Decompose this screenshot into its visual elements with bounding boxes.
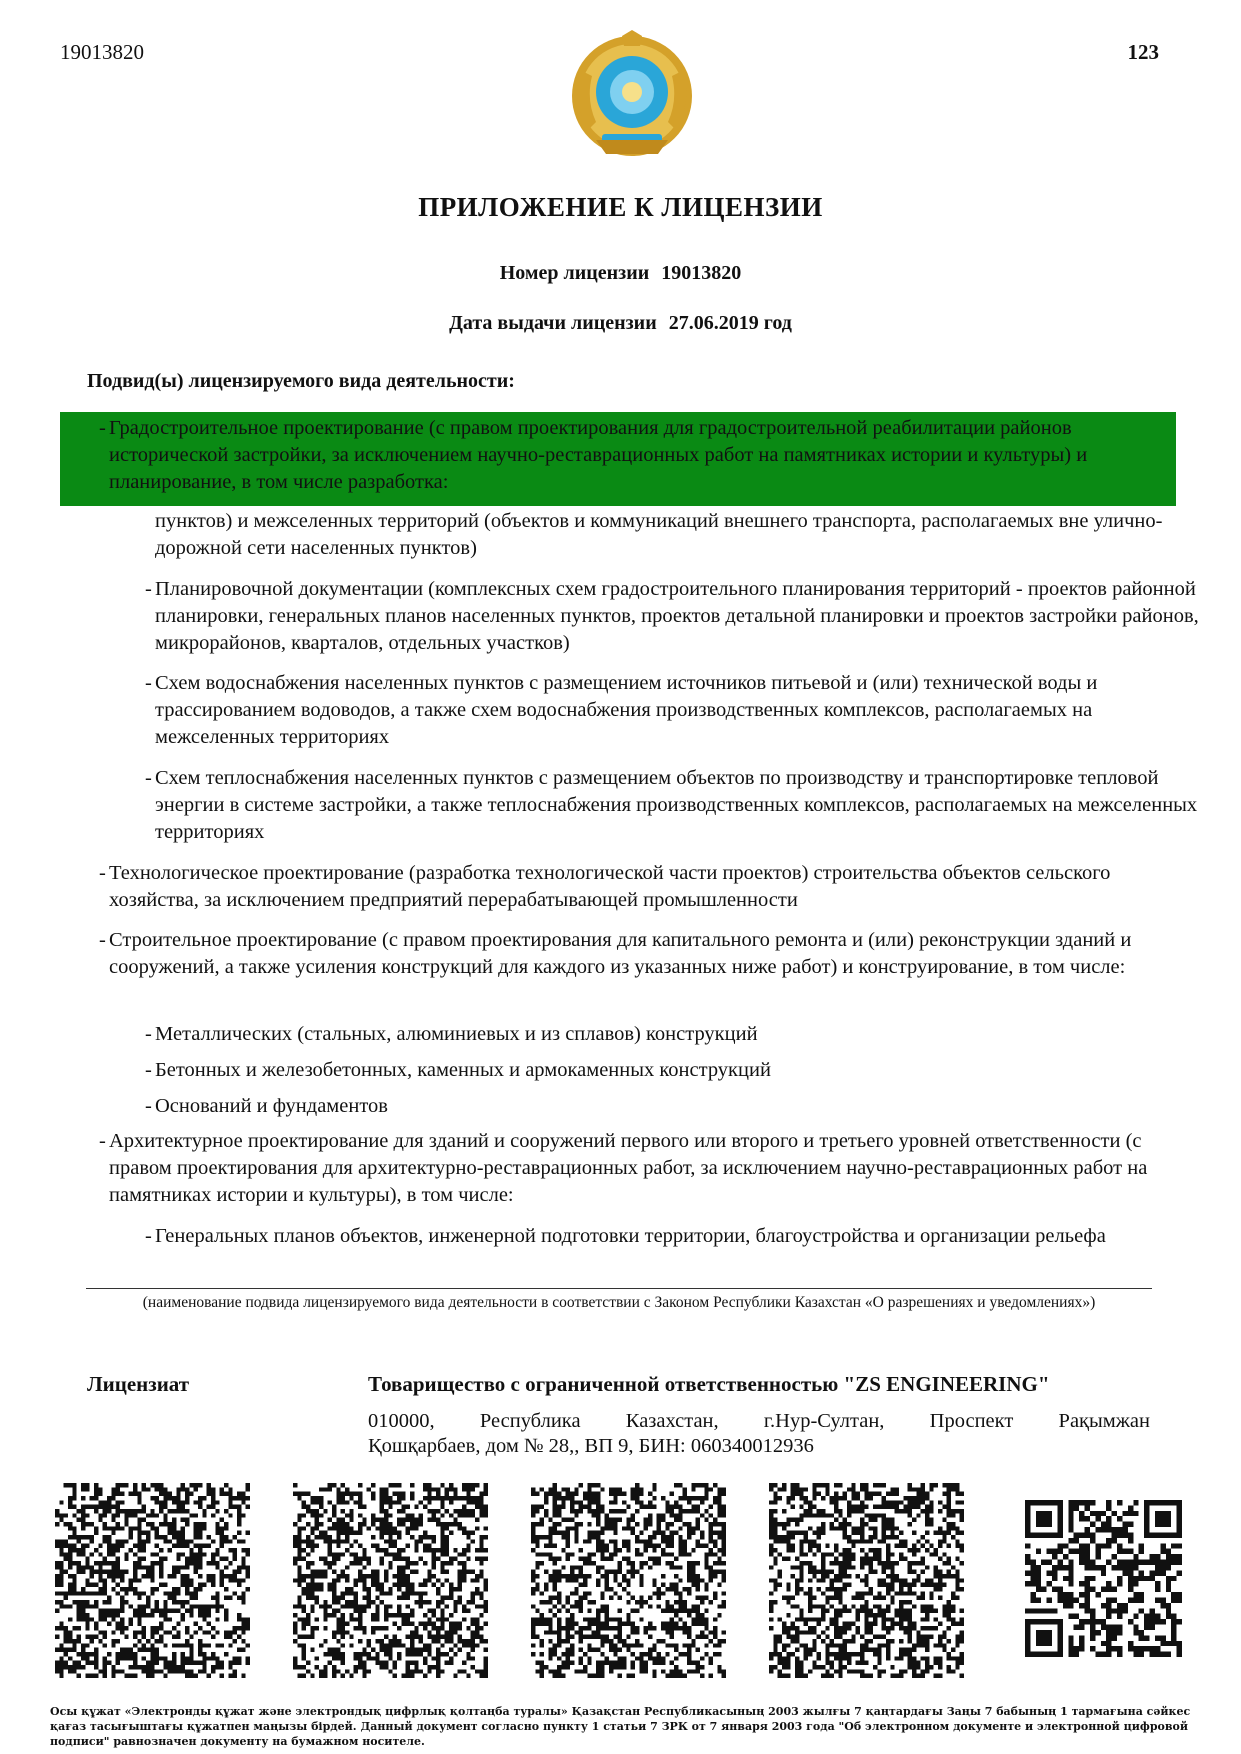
license-date-label: Дата выдачи лицензии xyxy=(449,312,657,334)
state-emblem-icon xyxy=(566,30,698,162)
licensee-name: Товарищество с ограниченной ответственностью "ZS ENGINEERING" xyxy=(368,1372,1050,1396)
list-item: - Металлических (стальных, алюминиевых и из сплавов) конструкций xyxy=(145,1023,758,1045)
list-item: - Строительное проектирование (с правом проектирования для капитального ремонта и (или) реконструкции зданий и сооружений, а также усиления конструкций для каждого из указанных ниже работ) и конструирование, в том числе: xyxy=(99,929,1132,978)
license-number-label: Номер лицензии xyxy=(499,262,650,284)
list-item: - Схем теплоснабжения населенных пунктов с размещением объектов по производству и транспортировке тепловой энергии в системе застройки, а также теплоснабжения производственных комплексов, располагаемых на межселенных территориях xyxy=(145,767,1198,843)
licensee-address-line1: 010000, Республика Казахстан, г.Нур-Султан, Проспект Рақымжан xyxy=(368,1410,1150,1432)
license-number xyxy=(0,262,1241,285)
list-item: - Генеральных планов объектов, инженерной подготовки территории, благоустройства и организации рельефа xyxy=(145,1225,1106,1247)
license-date-value: 27.06.2019 год xyxy=(668,312,792,334)
qr-code-icon xyxy=(1025,1500,1182,1657)
license-number-value: 19013820 xyxy=(661,262,742,284)
list-item: - Градостроительное проектирование (с правом проектирования для градостроительной реабилитации районов исторической застройки, за исключением научно-реставрационных работ на памятниках истории и культуры) и планирование, в том числе разработка: xyxy=(99,417,1088,493)
list-item-continuation: пунктов) и межселенных территорий (объектов и коммуникаций внешнего транспорта, располагаемых вне улично-дорожной сети населенных пунктов) xyxy=(155,510,1163,559)
qr-code-icon xyxy=(55,1483,250,1678)
activity-note: (наименование подвида лицензируемого вида деятельности в соответствии с Законом Республики Казахстан «О разрешениях и уведомлениях») xyxy=(142,1294,1096,1311)
qr-code-icon xyxy=(531,1483,726,1678)
licensee-address-line2: Қошқарбаев, дом № 28,, ВП 9, БИН: 060340012936 xyxy=(368,1435,814,1457)
divider xyxy=(86,1288,1152,1289)
list-item: - Оснований и фундаментов xyxy=(145,1095,388,1117)
list-item: - Бетонных и железобетонных, каменных и армокаменных конструкций xyxy=(145,1059,771,1081)
page-title: ПРИЛОЖЕНИЕ К ЛИЦЕНЗИИ xyxy=(418,192,823,222)
page-number: 123 xyxy=(1127,40,1159,64)
section-title: Подвид(ы) лицензируемого вида деятельности: xyxy=(87,370,515,392)
list-item: - Схем водоснабжения населенных пунктов с размещением источников питьевой и (или) технической воды и трассированием водоводов, а также схем водоснабжения производственных комплексов, располагаемых на межселенных территориях xyxy=(145,672,1098,748)
qr-code-icon xyxy=(293,1483,488,1678)
document-number: 19013820 xyxy=(60,40,144,64)
list-item: - Технологическое проектирование (разработка технологической части проектов) строительства объектов сельского хозяйства, за исключением предприятий перерабатывающей промышленности xyxy=(99,862,1111,911)
qr-code-icon xyxy=(769,1483,964,1678)
legal-footer: Осы құжат «Электронды құжат және электрондық цифрлық қолтаңба туралы» Қазақстан Республикасының 2003 жылғы 7 қаңтардағы Заңы 7 бабының 1 тармағына сәйкес қағаз тасығыштағы құжатпен маңызы бірдей. Данный документ согласно пункту 1 статьи 7 ЗРК от 7 января 2003 года "Об электронном документе и электронной цифровой подписи" равнозначен документу на бумажном носителе. xyxy=(50,1705,1191,1748)
licensee-label: Лицензиат xyxy=(87,1372,190,1396)
license-date xyxy=(0,312,1241,335)
list-item: - Архитектурное проектирование для зданий и сооружений первого или второго и третьего уровней ответственности (с правом проектирования для архитектурно-реставрационных работ, за исключением научно-реставрационных работ на памятниках истории и культуры), в том числе: xyxy=(99,1130,1148,1206)
list-item: - Планировочной документации (комплексных схем градостроительного планирования территорий - проектов районной планировки, генеральных планов населенных пунктов, проектов детальной планировки и проектов застройки районов, микрорайонов, кварталов, отдельных участков) xyxy=(145,578,1199,654)
